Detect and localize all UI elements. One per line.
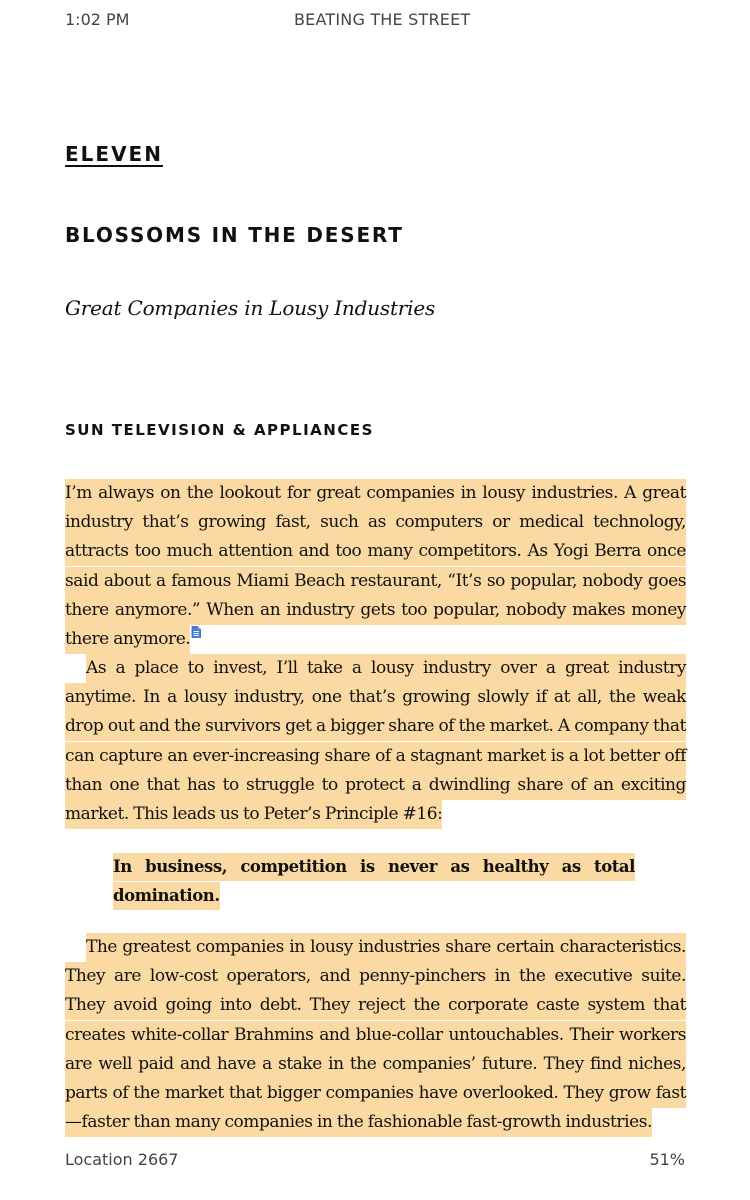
progress-percent[interactable]: 51% — [649, 1150, 685, 1169]
chapter-number[interactable]: ELEVEN — [65, 142, 163, 166]
paragraph-3-text: The greatest companies in lousy industries share certain characteristics. They are low-cost operators, and penny-pinchers in the executive suite. They avoid going into debt. They reject the corporate caste system that creates white-collar Brahmins and blue-collar untouchables. Their workers are well paid and have a stake in the companies’ future. They find niches, parts of the market that bigger companies have overlooked. They grow fast—faster than many companies in the fashionable fast-growth industries. — [65, 937, 686, 1133]
section-heading[interactable]: SUN TELEVISION & APPLIANCES — [65, 421, 374, 439]
highlighted-text[interactable] — [113, 853, 635, 910]
principle-quote[interactable] — [113, 852, 635, 910]
footer-bar — [0, 1150, 750, 1174]
status-time: 1:02 PM — [65, 10, 130, 29]
status-bar — [0, 10, 750, 34]
body-paragraph-1[interactable] — [65, 479, 686, 654]
paragraph-1-text: I’m always on the lookout for great companies in lousy industries. A great industry that’s growing fast, such as computers or medical technology, attracts too much attention and too many competitors. As Yogi Berra once said about a famous Miami Beach restaurant, “It’s so popular, nobody goes there anymore.” When an industry gets too popular, nobody makes money there anymore. — [65, 483, 686, 650]
highlighted-text[interactable] — [65, 933, 686, 1137]
body-paragraph-3[interactable] — [65, 933, 686, 1137]
highlighted-text[interactable] — [65, 479, 686, 654]
location-indicator[interactable]: Location 2667 — [65, 1150, 179, 1169]
paragraph-2-text: As a place to invest, I’ll take a lousy industry over a great industry anytime. In a lousy industry, one that’s growing slowly if at all, the weak drop out and the survivors get a bigger share of the market. A company that can capture an ever-increasing share of a stagnant market is a lot better off than one that has to struggle to protect a dwindling share of an exciting market. This leads us to Peter’s Principle #16: — [65, 658, 686, 825]
body-paragraph-2[interactable] — [65, 654, 686, 829]
book-title[interactable]: BEATING THE STREET — [294, 10, 471, 29]
principle-quote-text: In business, competition is never as healthy as total domination. — [113, 857, 635, 906]
highlighted-text[interactable] — [65, 654, 686, 829]
note-icon[interactable] — [191, 619, 201, 631]
chapter-subtitle[interactable]: Great Companies in Lousy Industries — [65, 296, 436, 320]
chapter-title[interactable]: BLOSSOMS IN THE DESERT — [65, 223, 404, 247]
